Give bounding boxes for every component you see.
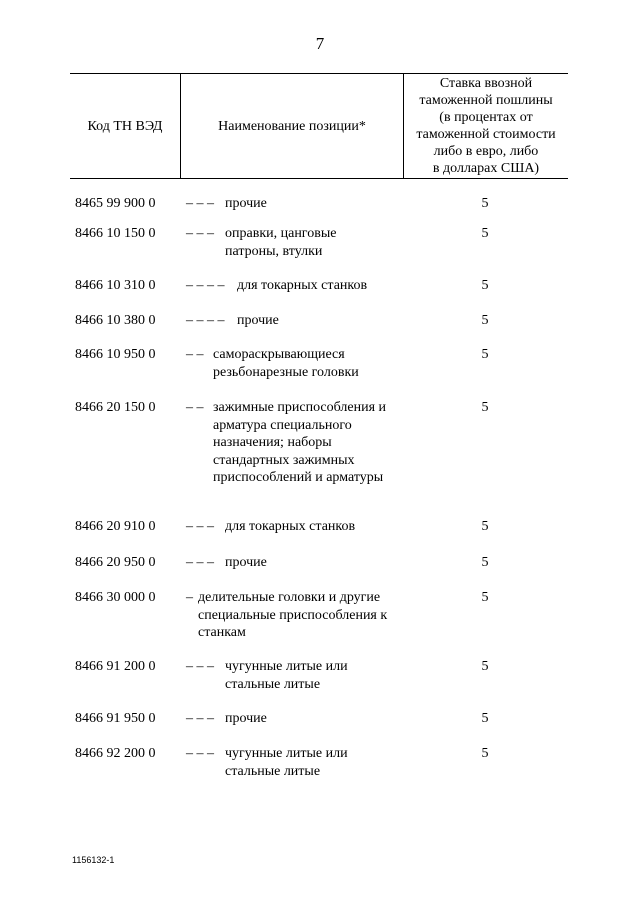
- position-name: для токарных станков: [237, 278, 368, 293]
- position-name: самораскрывающиеся резьбонарезные головки: [213, 347, 359, 380]
- header-name: Наименование позиции*: [218, 118, 366, 134]
- tnved-code: 8466 10 150 0: [75, 226, 156, 241]
- tnved-code: 8466 20 950 0: [75, 555, 156, 570]
- position-name: оправки, цанговые патроны, втулки: [225, 226, 337, 259]
- header-rate: Ставка ввозной таможенной пошлины (в процентах от таможенной стоимости либо в евро, либо в долларах США): [416, 76, 556, 176]
- tnved-code: 8465 99 900 0: [75, 196, 156, 211]
- level-dashes: – – –: [186, 555, 214, 570]
- document-code: 1156132-1: [72, 855, 115, 865]
- position-name: прочие: [237, 313, 279, 328]
- tnved-code: 8466 20 150 0: [75, 400, 156, 415]
- position-name: делительные головки и другие специальные приспособления к станкам: [198, 590, 388, 640]
- page-number: 7: [315, 34, 325, 53]
- duty-rate: 5: [481, 519, 489, 534]
- duty-rate: 5: [481, 659, 489, 674]
- tnved-code: 8466 91 200 0: [75, 659, 156, 674]
- level-dashes: – –: [186, 400, 204, 415]
- level-dashes: – – – –: [186, 313, 225, 328]
- tnved-code: 8466 91 950 0: [75, 711, 156, 726]
- level-dashes: –: [186, 590, 193, 605]
- position-name: чугунные литые или стальные литые: [225, 659, 348, 692]
- tnved-code: 8466 30 000 0: [75, 590, 156, 605]
- duty-rate: 5: [481, 746, 489, 761]
- tnved-code: 8466 10 950 0: [75, 347, 156, 362]
- level-dashes: – – –: [186, 226, 214, 241]
- position-name: чугунные литые или стальные литые: [225, 746, 348, 779]
- duty-rate: 5: [481, 196, 489, 211]
- tnved-code: 8466 10 380 0: [75, 313, 156, 328]
- tnved-code: 8466 10 310 0: [75, 278, 156, 293]
- position-name: зажимные приспособления и арматура специального назначения; наборы стандартных зажимных приспособлений и арматуры: [213, 400, 387, 485]
- duty-rate: 5: [481, 226, 489, 241]
- level-dashes: – – –: [186, 746, 214, 761]
- level-dashes: – – –: [186, 519, 214, 534]
- duty-rate: 5: [481, 313, 489, 328]
- duty-rate: 5: [481, 555, 489, 570]
- position-name: прочие: [225, 196, 267, 211]
- duty-rate: 5: [481, 711, 489, 726]
- duty-rate: 5: [481, 278, 489, 293]
- level-dashes: – – –: [186, 659, 214, 674]
- tnved-code: 8466 20 910 0: [75, 519, 156, 534]
- level-dashes: – –: [186, 347, 204, 362]
- position-name: для токарных станков: [225, 519, 356, 534]
- level-dashes: – – –: [186, 196, 214, 211]
- level-dashes: – – –: [186, 711, 214, 726]
- position-name: прочие: [225, 555, 267, 570]
- duty-rate: 5: [481, 400, 489, 415]
- duty-rate: 5: [481, 590, 489, 605]
- duty-rate: 5: [481, 347, 489, 362]
- header-code: Код ТН ВЭД: [87, 118, 163, 134]
- tnved-code: 8466 92 200 0: [75, 746, 156, 761]
- position-name: прочие: [225, 711, 267, 726]
- level-dashes: – – – –: [186, 278, 225, 293]
